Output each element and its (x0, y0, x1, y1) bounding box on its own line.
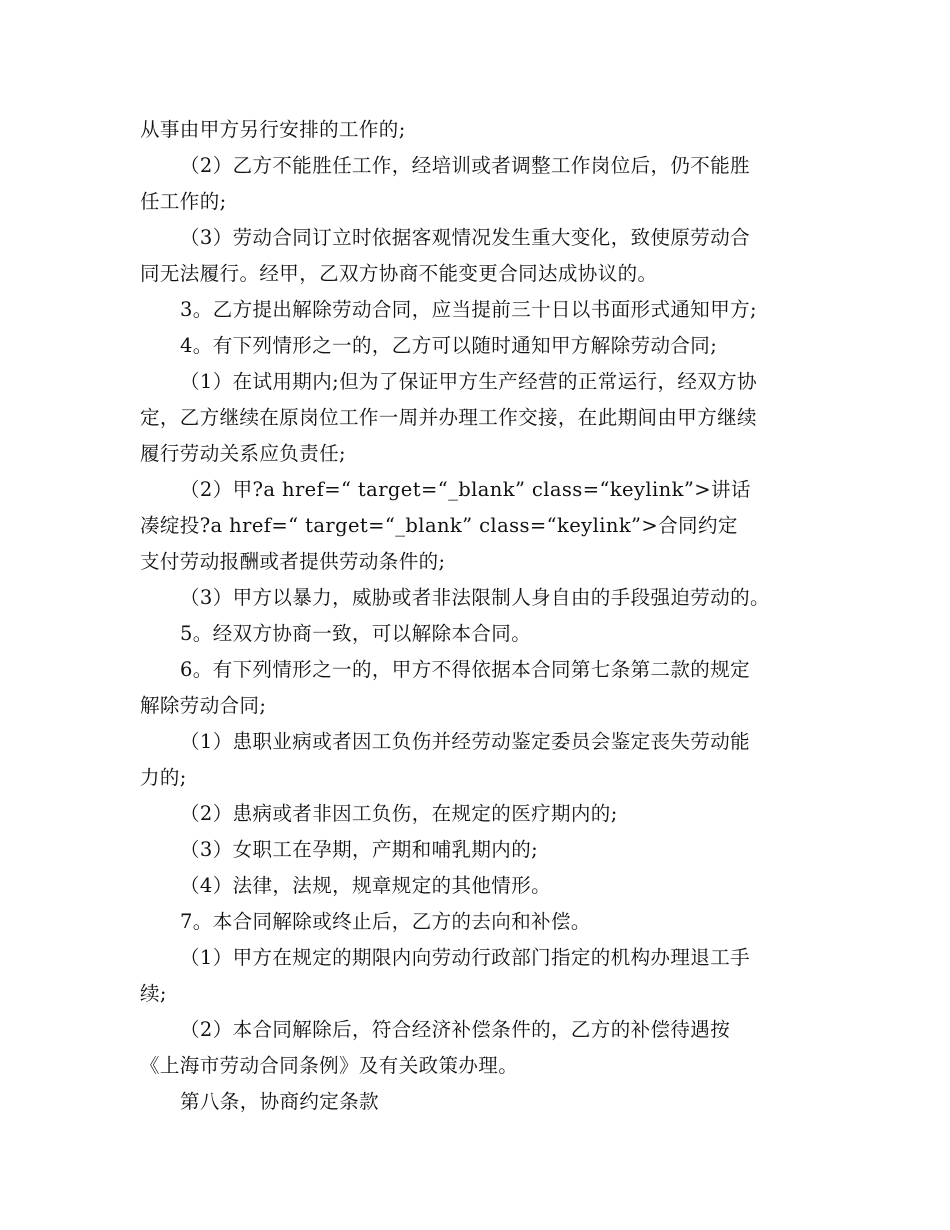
document-line: 第八条，协商约定条款 (180, 1090, 380, 1113)
document-line: 支付劳动报酬或者提供劳动条件的; (140, 550, 446, 573)
document-line: 5。经双方协商一致，可以解除本合同。 (180, 622, 532, 645)
document-line: 解除劳动合同; (140, 694, 267, 717)
document-line: （3）甲方以暴力，威胁或者非法限制人身自由的手段强迫劳动的。 (180, 586, 770, 609)
document-line: 凑绽投?a href=“ target=“_blank” class=“keylink”>合同约定 (140, 514, 738, 537)
document-line: 履行劳动关系应负责任; (140, 442, 346, 465)
document-line: 从事由甲方另行安排的工作的; (140, 118, 406, 141)
document-line: 6。有下列情形之一的，甲方不得依据本合同第七条第二款的规定 (180, 658, 751, 681)
document-line: 续; (140, 982, 167, 1005)
document-line: 《上海市劳动合同条例》及有关政策办理。 (140, 1054, 519, 1077)
document-body (140, 112, 815, 1120)
document-line: （2）甲?a href=“ target=“_blank” class=“keylink”>讲话 (180, 478, 751, 501)
document-line: 任工作的; (140, 190, 227, 213)
document-line: （3）劳动合同订立时依据客观情况发生重大变化，致使原劳动合 (180, 226, 751, 249)
document-line: （1）甲方在规定的期限内向劳动行政部门指定的机构办理退工手 (180, 946, 751, 969)
document-line: （1）患职业病或者因工负伤并经劳动鉴定委员会鉴定丧失劳动能 (180, 730, 751, 753)
document-line: （2）患病或者非因工负伤，在规定的医疗期内的; (180, 802, 618, 825)
document-line: 4。有下列情形之一的，乙方可以随时通知甲方解除劳动合同; (180, 334, 718, 357)
document-line: （3）女职工在孕期，产期和哺乳期内的; (180, 838, 539, 861)
document-line: 力的; (140, 766, 187, 789)
document-line: 3。乙方提出解除劳动合同，应当提前三十日以书面形式通知甲方; (180, 298, 757, 321)
document-line: （4）法律，法规，规章规定的其他情形。 (180, 874, 552, 897)
document-line: 定，乙方继续在原岗位工作一周并办理工作交接，在此期间由甲方继续 (140, 406, 757, 429)
document-line: 同无法履行。经甲，乙双方协商不能变更合同达成协议的。 (140, 262, 658, 285)
document-line: （2）乙方不能胜任工作，经培训或者调整工作岗位后，仍不能胜 (180, 154, 751, 177)
document-line: （2）本合同解除后，符合经济补偿条件的，乙方的补偿待遇按 (180, 1018, 731, 1041)
document-line: （1）在试用期内;但为了保证甲方生产经营的正常运行，经双方协 (180, 370, 757, 393)
document-line: 7。本合同解除或终止后，乙方的去向和补偿。 (180, 910, 591, 933)
